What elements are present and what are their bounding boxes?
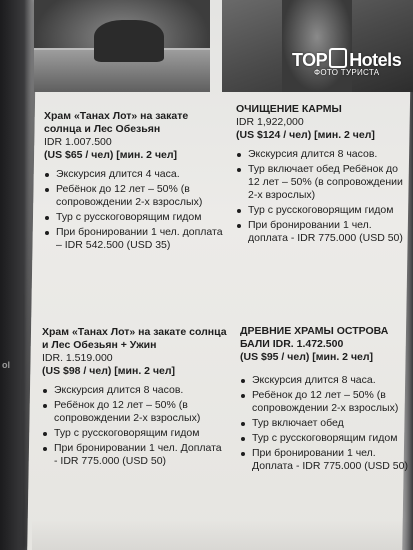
tour-price-usd: (US $95 / чел) [мин. 2 чел] [240, 351, 374, 363]
list-item: Тур с русскоговорящим гидом [236, 204, 406, 217]
tour-price-usd: (US $65 / чел) [мин. 2 чел] [44, 149, 178, 161]
tour-price-idr: IDR 1,922,000 [236, 116, 304, 128]
photo-temple-statue [222, 0, 413, 92]
list-item: Тур включает обед [240, 417, 408, 430]
tour-card-4 [240, 325, 408, 475]
list-item: При бронировании 1 чел. Доплата - IDR 775.000 (USD 50) [42, 442, 228, 468]
tour-title: Храм «Танах Лот» на закате солнца и Лес Обезьян + Ужин [42, 326, 227, 351]
tour-card-3 [42, 326, 228, 470]
tophotels-watermark: TOP Hotels ФОТО ТУРИСТА [292, 50, 402, 77]
list-item: Тур с русскоговорящим гидом [44, 211, 226, 224]
page-shadow [32, 520, 412, 550]
tour-price-idr: IDR. 1.519.000 [42, 352, 113, 364]
list-item: Экскурсия длится 8 часов. [236, 148, 406, 161]
tour-title: Храм «Танах Лот» на закате солнца и Лес Обезьян [44, 110, 189, 135]
tour-details-list [236, 148, 406, 245]
list-item: Экскурсия длится 8 часа. [240, 374, 408, 387]
list-item: Экскурсия длится 4 часа. [44, 168, 226, 181]
tour-title: ДРЕВНИЕ ХРАМЫ ОСТРОВА БАЛИ IDR. 1.472.500 [240, 325, 389, 350]
tour-title: ОЧИЩЕНИЕ КАРМЫ [236, 103, 342, 115]
tour-card-1 [44, 110, 226, 254]
list-item: Экскурсия длится 8 часов. [42, 384, 228, 397]
tour-price-idr: IDR 1.007.500 [44, 136, 112, 148]
list-item: Тур с русскоговорящим гидом [42, 427, 228, 440]
list-item: При бронировании 1 чел. доплата - IDR 775.000 (USD 50) [236, 219, 406, 245]
tour-price-usd: (US $98 / чел) [мин. 2 чел] [42, 365, 176, 377]
list-item: Ребёнок до 12 лет – 50% (в сопровождении 2-х взрослых) [240, 389, 408, 415]
tour-details-list [240, 374, 408, 473]
watermark-tagline: ФОТО ТУРИСТА [314, 68, 380, 77]
hotel-logo-icon [329, 48, 347, 68]
list-item: Тур включает обед Ребёнок до 12 лет – 50% (в сопровождении 2-х взрослых) [236, 163, 406, 202]
list-item: При бронировании 1 чел. Доплата - IDR 775.000 (USD 50) [240, 447, 408, 473]
list-item: При бронировании 1 чел. доплата – IDR 542.500 (USD 35) [44, 226, 226, 252]
list-item: Ребёнок до 12 лет – 50% (в сопровождении 2-х взрослых) [42, 399, 228, 425]
list-item: Тур с русскоговорящим гидом [240, 432, 408, 445]
tour-details-list [42, 384, 228, 468]
tour-card-2 [236, 103, 406, 247]
list-item: Ребёнок до 12 лет – 50% (в сопровождении 2-х взрослых) [44, 183, 226, 209]
photo-tanah-lot [34, 0, 210, 92]
side-text: ol [2, 360, 10, 370]
tour-price-usd: (US $124 / чел) [мин. 2 чел] [236, 129, 375, 141]
tour-details-list [44, 168, 226, 252]
